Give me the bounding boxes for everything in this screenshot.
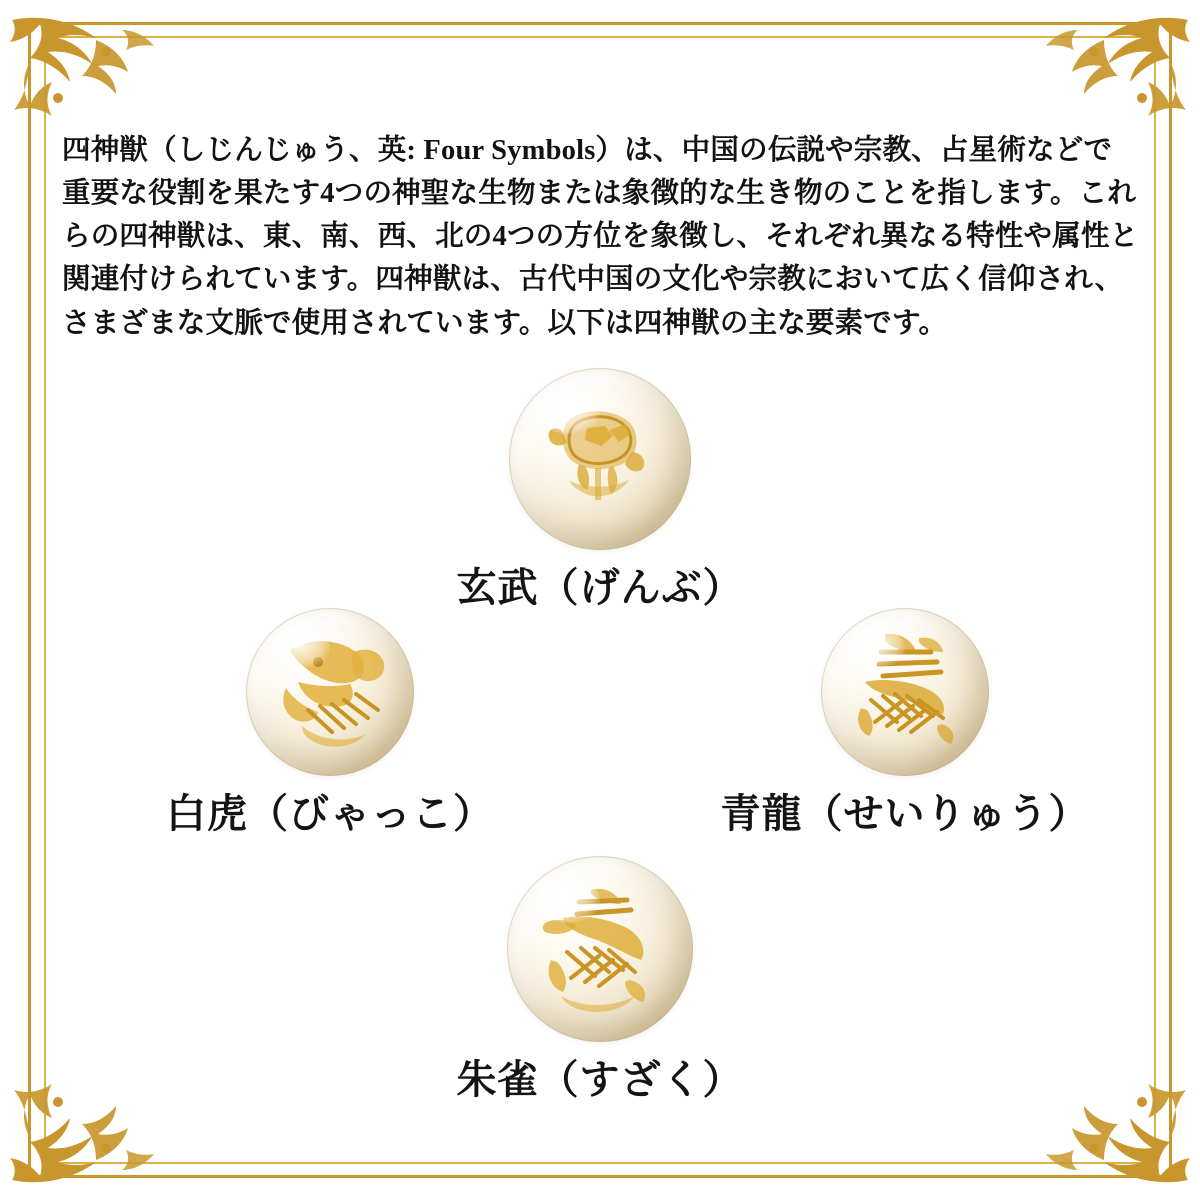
figure-byakko [130,608,530,839]
frame-top-outer-line [28,22,1172,25]
floral-corner-ornament-icon [1030,0,1200,130]
figure-caption-byakko: 白虎（びゃっこ） [166,791,494,836]
frame-left-inner-line [44,36,46,1164]
figure-caption-seiryu: 青龍（せいりゅう） [720,791,1090,836]
byakko-engraving-icon [246,608,414,776]
floral-corner-ornament-icon [0,0,170,130]
frame-left-outer-line [28,22,31,1178]
floral-corner-ornament-icon [1030,1070,1200,1200]
figure-seiryu [690,608,1120,839]
floral-corner-ornament-icon [0,1070,170,1200]
engraved-crystal-bead-byakko-icon [246,608,414,776]
seiryu-engraving-icon [821,608,989,776]
suzaku-engraving-icon [507,856,693,1042]
engraved-crystal-bead-seiryu-icon [821,608,989,776]
description-paragraph: 四神獣（しじんじゅう、英: Four Symbols）は、中国の伝説や宗教、占星術などで重要な役割を果たす4つの神聖な生物または象徴的な生き物のことを指します。これらの四神獣は、東、南、西、北の4つの方位を象徴し、それぞれ異なる特性や属性と関連付けられています。四神獣は、古代中国の文化や宗教において広く信仰され、さまざまな文脈で使用されています。以下は四神獣の主な要素です。 [62,134,1139,339]
figure-suzaku [380,856,820,1105]
frame-right-outer-line [1169,22,1172,1178]
frame-top-inner-line [44,36,1156,38]
engraved-crystal-bead-genbu-icon [509,368,691,550]
figure-caption-suzaku: 朱雀（すざく） [456,1057,744,1102]
engraved-crystal-bead-suzaku-icon [507,856,693,1042]
figure-genbu [380,368,820,613]
frame-bottom-inner-line [44,1162,1156,1164]
frame-bottom-outer-line [28,1175,1172,1178]
frame-right-inner-line [1154,36,1156,1164]
genbu-engraving-icon [509,368,691,550]
figure-caption-genbu: 玄武（げんぶ） [456,565,744,610]
